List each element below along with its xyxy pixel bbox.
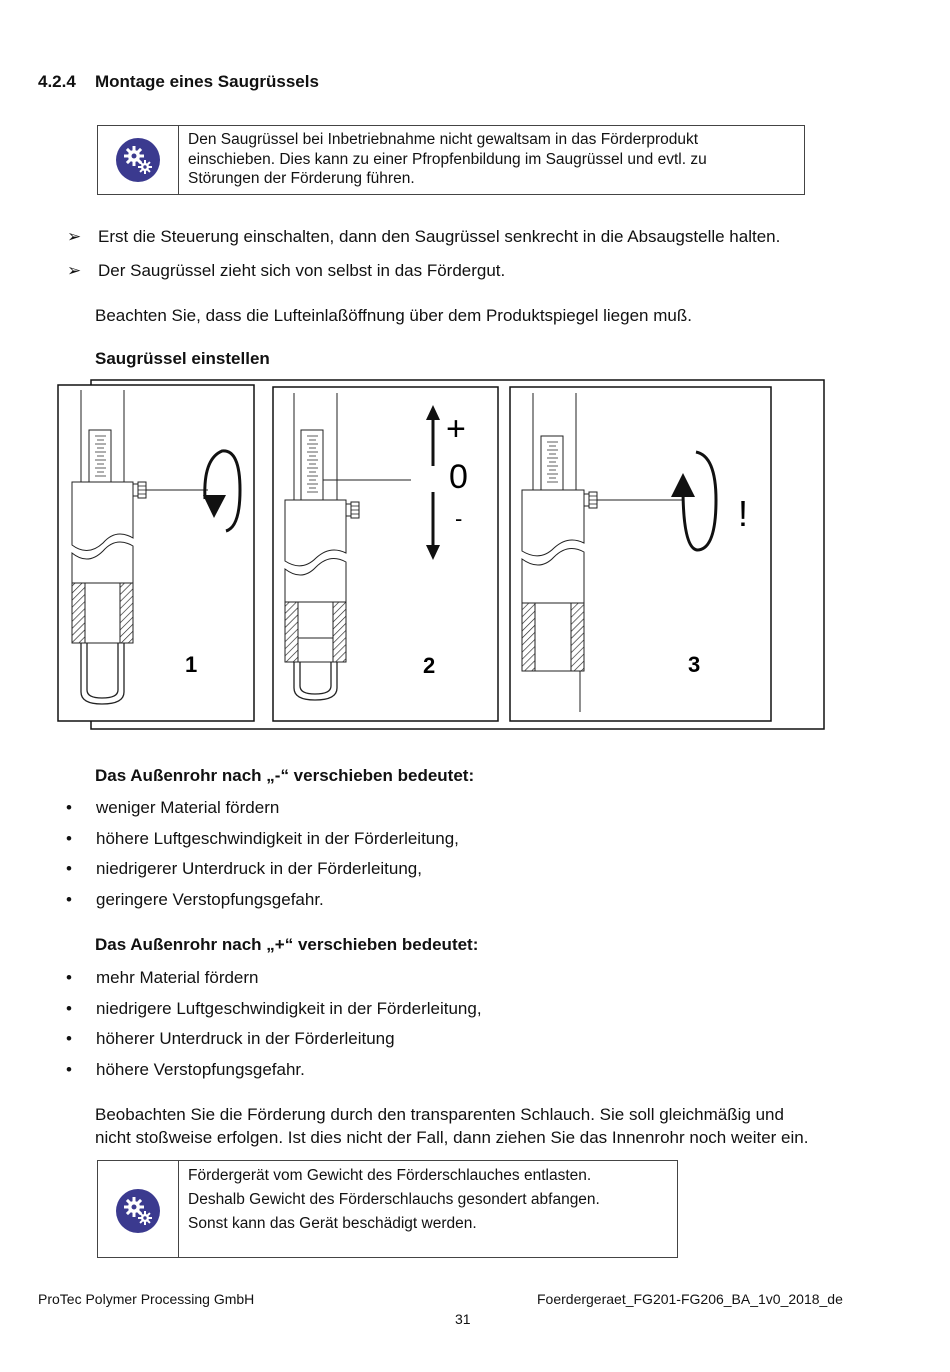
list-item-text: niedrigere Luftgeschwindigkeit in der Förderleitung, [96, 999, 482, 1018]
list-item-text: höhere Verstopfungsgefahr. [96, 1060, 305, 1079]
step-text: Der Saugrüssel zieht sich von selbst in das Fördergut. [98, 261, 506, 280]
plus-section-title: Das Außenrohr nach „+“ verschieben bedeutet: [95, 935, 479, 954]
section-heading [38, 72, 319, 92]
list-item-text: niedrigerer Unterdruck in der Förderleitung, [96, 859, 422, 878]
plus-label: + [446, 410, 466, 448]
list-item [66, 1060, 305, 1080]
section-number: 4.2.4 [38, 72, 76, 91]
list-item [66, 890, 324, 910]
gears-icon [116, 138, 160, 182]
zero-label: 0 [449, 458, 468, 496]
list-item [66, 798, 279, 818]
warning-mark: ! [738, 493, 749, 534]
note-line: Sonst kann das Gerät beschädigt werden. [188, 1215, 477, 1232]
list-item-text: weniger Material fördern [96, 798, 280, 817]
figure-title: Saugrüssel einstellen [95, 349, 270, 368]
note-line: einschieben. Dies kann zu einer Pfropfenbildung im Saugrüssel und evtl. zu [188, 150, 707, 168]
step-item [67, 227, 780, 247]
bullet-icon: • [66, 1060, 72, 1079]
note-line: Fördergerät vom Gewicht des Förderschlauches entlasten. [188, 1167, 592, 1184]
bullet-icon: • [66, 829, 72, 848]
panel-number: 2 [423, 653, 436, 678]
list-item-text: höhere Luftgeschwindigkeit in der Förderleitung, [96, 829, 459, 848]
bullet-icon: • [66, 890, 72, 909]
list-item [66, 1029, 395, 1049]
bullet-icon: • [66, 999, 72, 1018]
arrow-bullet-icon: ➢ [67, 227, 82, 246]
footer-company: ProTec Polymer Processing GmbH [38, 1291, 255, 1307]
bullet-icon: • [66, 798, 72, 817]
note-line: Den Saugrüssel bei Inbetriebnahme nicht gewaltsam in das Förderprodukt [188, 131, 699, 148]
panel-3 [510, 387, 771, 721]
note-line: Deshalb Gewicht des Förderschlauchs gesondert abfangen. [188, 1191, 600, 1208]
note-line: Störungen der Förderung führen. [188, 170, 415, 187]
bullet-icon: • [66, 859, 72, 878]
footer-document: Foerdergeraet_FG201-FG206_BA_1v0_2018_de [537, 1291, 843, 1307]
page-number: 31 [455, 1311, 471, 1327]
step-item [67, 261, 505, 281]
list-item [66, 829, 459, 849]
gears-icon [116, 1189, 160, 1233]
note-text [179, 1161, 609, 1257]
saugruessel-figure [0, 370, 950, 740]
note-icon-cell [98, 126, 179, 194]
panel-number: 1 [185, 652, 198, 677]
list-item [66, 968, 259, 988]
minus-section-title: Das Außenrohr nach „-“ verschieben bedeutet: [95, 766, 475, 785]
arrow-bullet-icon: ➢ [67, 261, 82, 280]
list-item-text: höherer Unterdruck in der Förderleitung [96, 1029, 395, 1048]
observe-line: nicht stoßweise erfolgen. Ist dies nicht der Fall, dann ziehen Sie das Innenrohr noch weiter ein. [95, 1128, 809, 1147]
observe-line: Beobachten Sie die Förderung durch den transparenten Schlauch. Sie soll gleichmäßig und [95, 1105, 784, 1124]
list-item [66, 999, 482, 1019]
note-box-1 [97, 125, 805, 195]
note-text [179, 126, 716, 194]
step-text: Erst die Steuerung einschalten, dann den Saugrüssel senkrecht in die Absaugstelle halten. [98, 227, 781, 246]
bullet-icon: • [66, 1029, 72, 1048]
bullet-icon: • [66, 968, 72, 987]
note-box-2 [97, 1160, 678, 1258]
list-item-text: geringere Verstopfungsgefahr. [96, 890, 324, 909]
note-icon-cell [98, 1161, 179, 1257]
list-item-text: mehr Material fördern [96, 968, 259, 987]
panel-number: 3 [688, 652, 701, 677]
hint-text: Beachten Sie, dass die Lufteinlaßöffnung über dem Produktspiegel liegen muß. [95, 306, 692, 325]
list-item [66, 859, 422, 879]
minus-label: - [455, 506, 463, 531]
panel-1 [58, 385, 254, 721]
observe-paragraph [95, 1103, 808, 1149]
section-title: Montage eines Saugrüssels [95, 72, 319, 91]
